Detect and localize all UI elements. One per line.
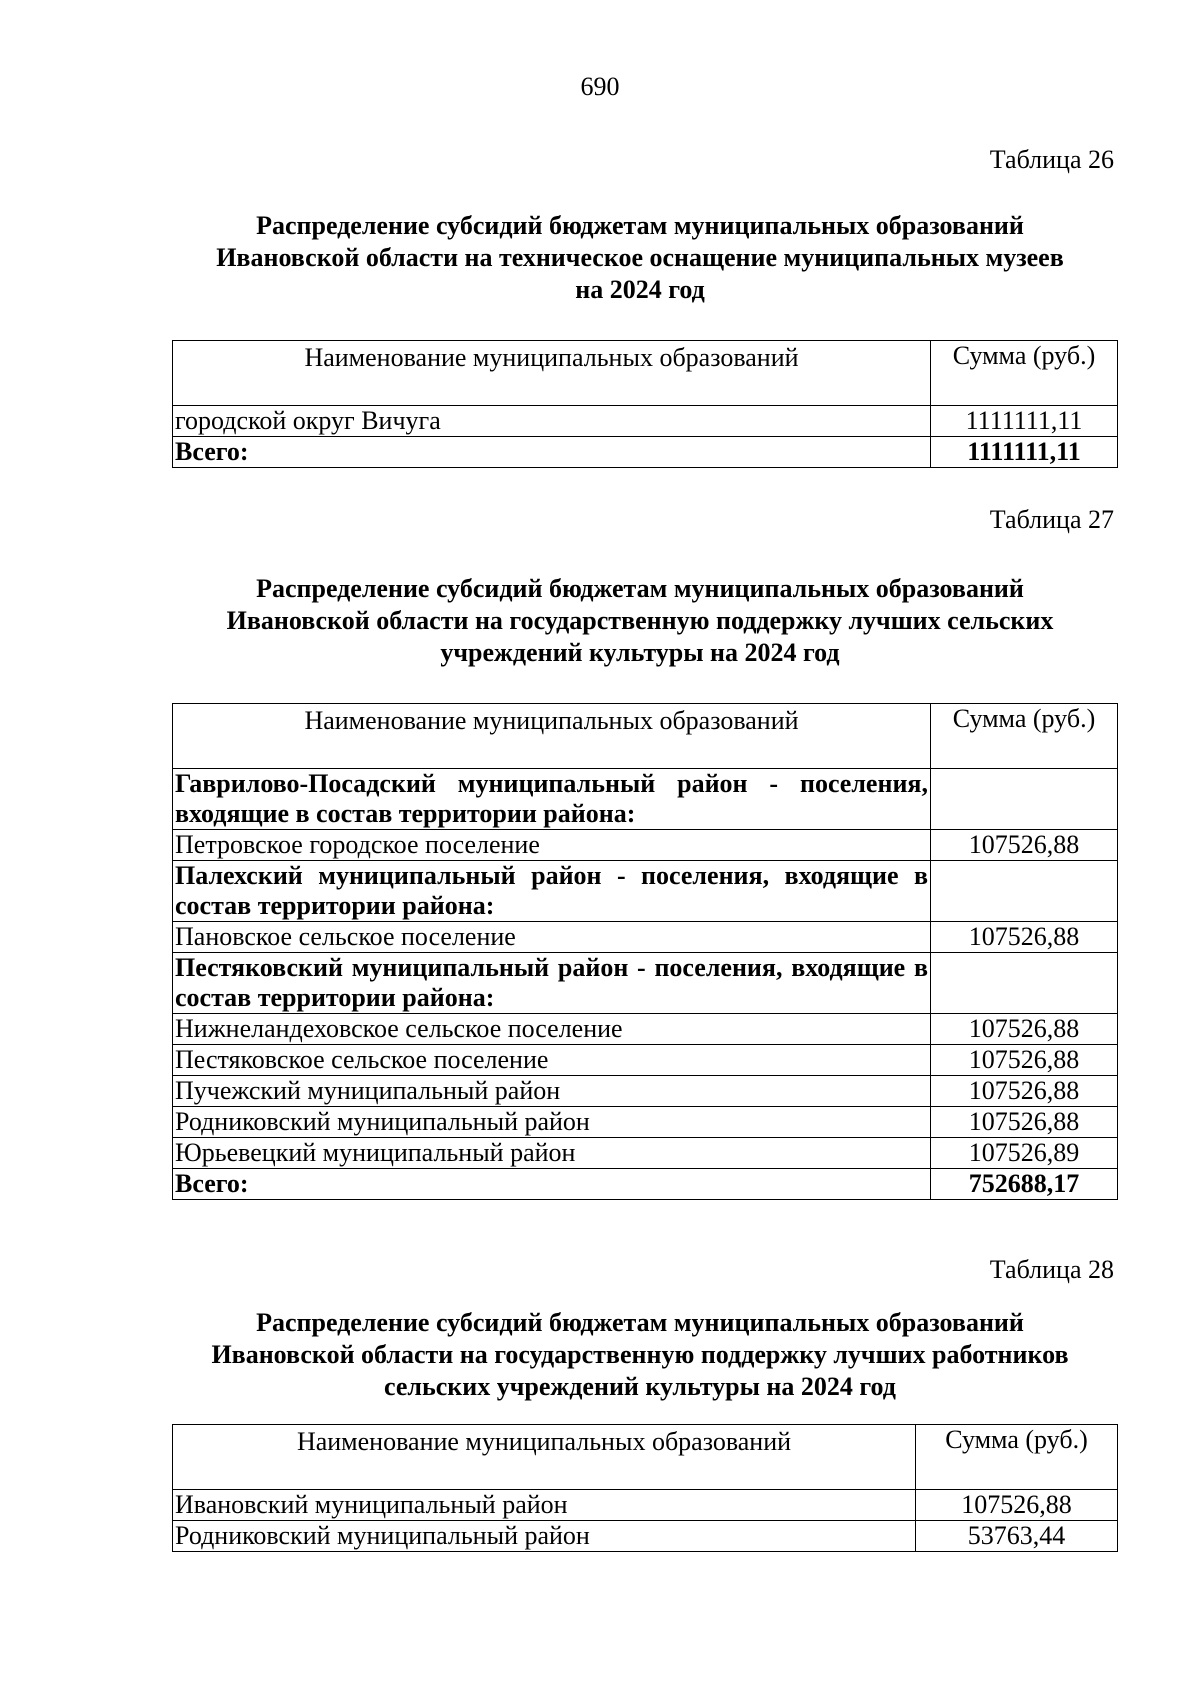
group-name-cell: Пестяковский муниципальный район - поселения, входящие в состав территории района: xyxy=(173,953,931,1014)
table-row xyxy=(173,1076,1118,1107)
table-row xyxy=(173,1045,1118,1076)
group-amount-cell xyxy=(931,953,1118,1014)
group-row xyxy=(173,769,1118,830)
title-line: учреждений культуры на 2024 год xyxy=(440,638,840,667)
row-name-cell: Пановское сельское поселение xyxy=(173,922,931,953)
header-amount-cell: Сумма (руб.) xyxy=(931,704,1118,769)
group-amount-cell xyxy=(931,769,1118,830)
group-name-cell: Палехский муниципальный район - поселения, входящие в состав территории района: xyxy=(173,861,931,922)
table-header-row xyxy=(173,341,1118,406)
table-28-label: Таблица 28 xyxy=(989,1255,1114,1284)
row-name-cell: Нижнеландеховское сельское поселение xyxy=(173,1014,931,1045)
row-amount-cell: 107526,88 xyxy=(916,1490,1118,1521)
row-amount-cell: 53763,44 xyxy=(916,1521,1118,1552)
row-name-cell: Ивановский муниципальный район xyxy=(173,1490,916,1521)
table-27-label: Таблица 27 xyxy=(989,505,1114,534)
page-number: 690 xyxy=(580,72,620,101)
row-name-cell: Юрьевецкий муниципальный район xyxy=(173,1138,931,1169)
title-line: на 2024 год xyxy=(575,275,705,304)
total-amount-cell: 752688,17 xyxy=(931,1169,1118,1200)
table-28 xyxy=(172,1424,1118,1552)
header-amount-cell: Сумма (руб.) xyxy=(916,1425,1118,1490)
table-row xyxy=(173,922,1118,953)
table-row xyxy=(173,1138,1118,1169)
table-26 xyxy=(172,340,1118,468)
table-row xyxy=(173,406,1118,437)
row-amount-cell: 107526,88 xyxy=(931,922,1118,953)
table-row xyxy=(173,1107,1118,1138)
group-name-cell: Гаврилово-Посадский муниципальный район - поселения, входящие в состав территории района: xyxy=(173,769,931,830)
title-line: сельских учреждений культуры на 2024 год xyxy=(384,1372,896,1401)
header-name-cell: Наименование муниципальных образований xyxy=(173,1425,916,1490)
title-line: Ивановской области на государственную поддержку лучших работников xyxy=(211,1340,1069,1369)
title-line: Ивановской области на государственную поддержку лучших сельских xyxy=(226,606,1054,635)
table-27 xyxy=(172,703,1118,1200)
row-amount-cell: 107526,88 xyxy=(931,1014,1118,1045)
row-name-cell: Пучежский муниципальный район xyxy=(173,1076,931,1107)
table-header-row xyxy=(173,1425,1118,1490)
total-name-cell: Всего: xyxy=(173,437,931,468)
row-name-cell: Пестяковское сельское поселение xyxy=(173,1045,931,1076)
group-row xyxy=(173,861,1118,922)
table-26-title xyxy=(160,210,1120,306)
title-line: Ивановской области на техническое оснащение муниципальных музеев xyxy=(216,243,1064,272)
total-row xyxy=(173,1169,1118,1200)
row-amount-cell: 107526,88 xyxy=(931,1107,1118,1138)
table-header-row xyxy=(173,704,1118,769)
total-name-cell: Всего: xyxy=(173,1169,931,1200)
title-line: Распределение субсидий бюджетам муниципальных образований xyxy=(256,1308,1024,1337)
total-row xyxy=(173,437,1118,468)
row-name-cell: Петровское городское поселение xyxy=(173,830,931,861)
table-row xyxy=(173,830,1118,861)
group-amount-cell xyxy=(931,861,1118,922)
row-name-cell: Родниковский муниципальный район xyxy=(173,1107,931,1138)
row-amount-cell: 107526,88 xyxy=(931,1045,1118,1076)
title-line: Распределение субсидий бюджетам муниципальных образований xyxy=(256,211,1024,240)
table-27-title xyxy=(160,573,1120,669)
row-name-cell: городской округ Вичуга xyxy=(173,406,931,437)
header-name-cell: Наименование муниципальных образований xyxy=(173,341,931,406)
header-name-cell: Наименование муниципальных образований xyxy=(173,704,931,769)
table-26-label: Таблица 26 xyxy=(989,145,1114,174)
row-amount-cell: 107526,88 xyxy=(931,1076,1118,1107)
table-row xyxy=(173,1521,1118,1552)
row-name-cell: Родниковский муниципальный район xyxy=(173,1521,916,1552)
group-row xyxy=(173,953,1118,1014)
total-amount-cell: 1111111,11 xyxy=(931,437,1118,468)
title-line: Распределение субсидий бюджетам муниципальных образований xyxy=(256,574,1024,603)
table-row xyxy=(173,1014,1118,1045)
row-amount-cell: 1111111,11 xyxy=(931,406,1118,437)
row-amount-cell: 107526,88 xyxy=(931,830,1118,861)
table-row xyxy=(173,1490,1118,1521)
header-amount-cell: Сумма (руб.) xyxy=(931,341,1118,406)
table-28-title xyxy=(160,1307,1120,1403)
row-amount-cell: 107526,89 xyxy=(931,1138,1118,1169)
